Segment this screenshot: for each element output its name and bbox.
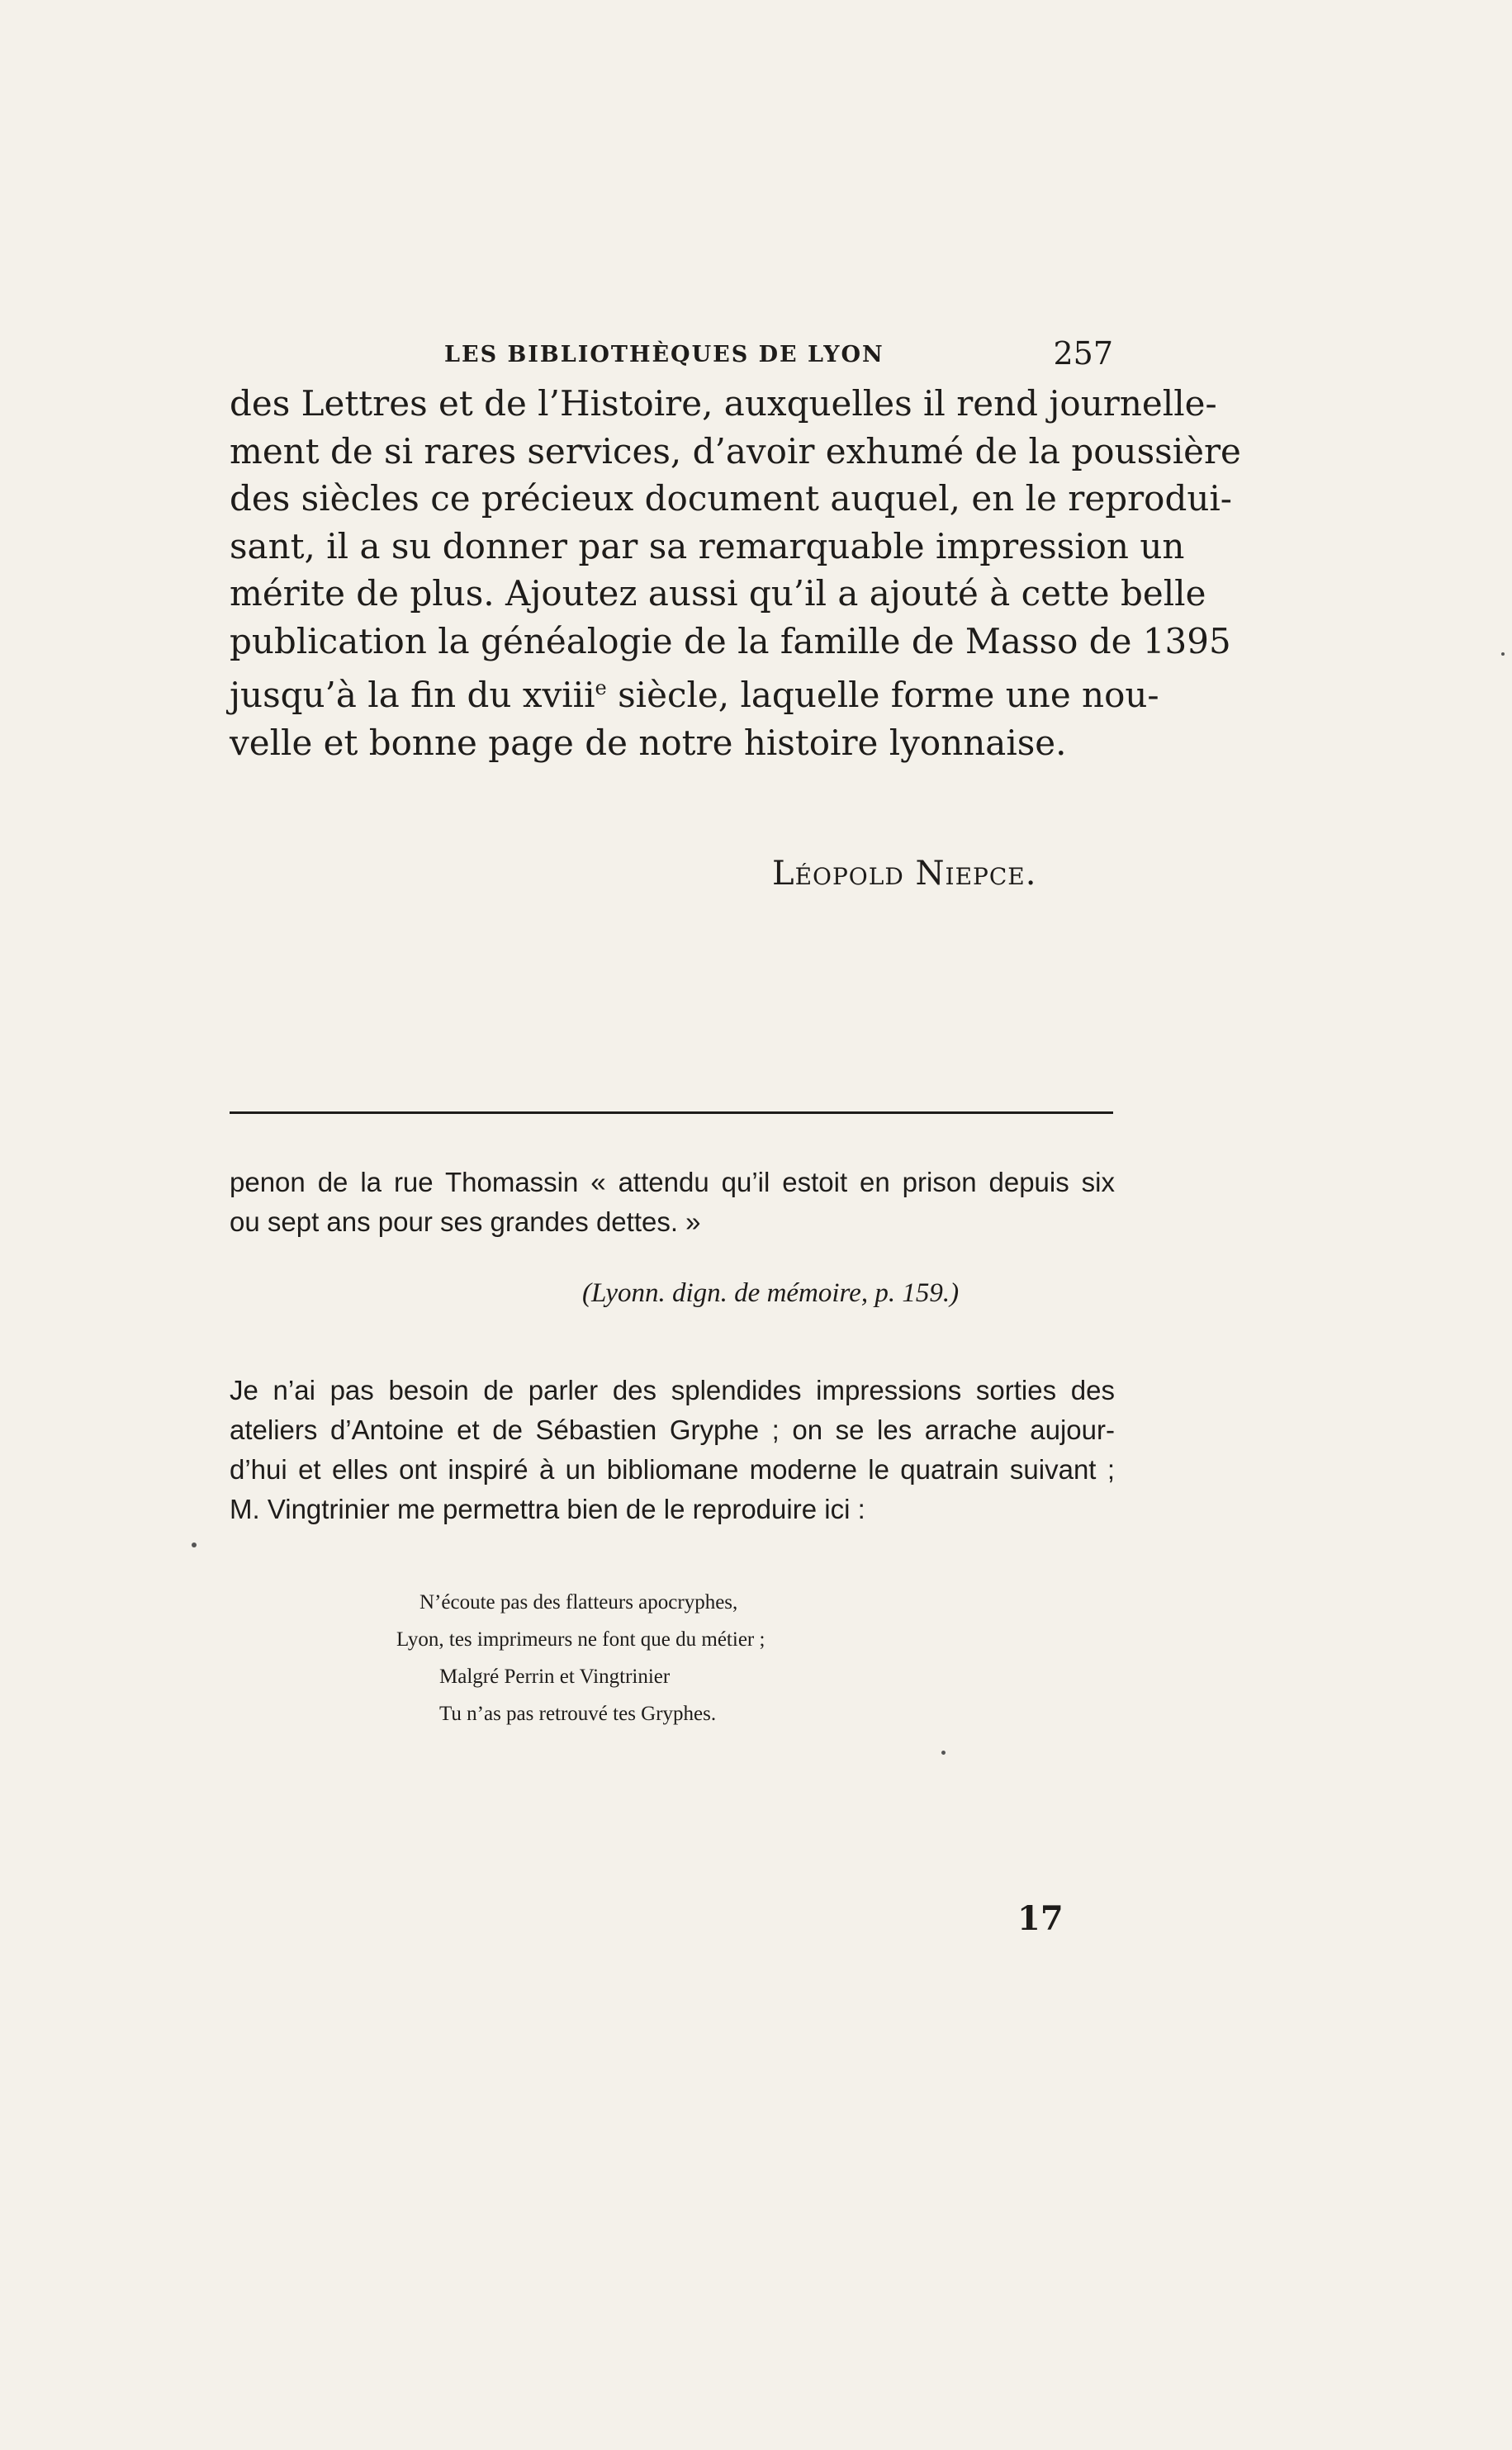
century-rest: siècle, laquelle forme une nou- [606,675,1159,715]
print-speck [1501,652,1505,656]
author-signature: Léopold Niepce. [772,855,1037,893]
print-speck [941,1751,946,1755]
text-line: sant, il a su donner par sa remarquable impression un [230,525,1185,566]
text-line: des Lettres et de l’Histoire, auxquelles il rend journelle- [230,383,1217,424]
century-text: jusqu’à la fin du xviii [230,675,595,715]
poem-line: Tu n’as pas retrouvé tes Gryphes. [439,1703,717,1725]
main-paragraph [230,380,1241,766]
quatrain [396,1584,765,1732]
footnote-line: penon de la rue Thomassin « attendu qu’il estoit en prison depuis six [230,1167,1115,1197]
poem-line: N’écoute pas des flatteurs apocryphes, [419,1591,738,1614]
footnote-block-1 [230,1163,1115,1242]
text-line: des siècles ce précieux document auquel, en le reprodui- [230,478,1233,519]
footnote-citation: (Lyonn. dign. de mémoire, p. 159.) [582,1278,960,1308]
footnote-line: ateliers d’Antoine et de Sébastien Gryphe ; on se les arrache aujour- [230,1415,1115,1445]
century-superscript: e [595,676,607,699]
page-header [230,335,1113,377]
text-line-century [230,665,1159,719]
poem-line: Lyon, tes imprimeurs ne font que du métier ; [396,1628,765,1651]
page-number: 257 [1053,335,1113,372]
footnote-line: M. Vingtrinier me permettra bien de le reproduire ici : [230,1494,865,1524]
footnote-rule [230,1111,1113,1114]
text-line: mérite de plus. Ajoutez aussi qu’il a ajouté à cette belle [230,573,1206,614]
footnote-line: Je n’ai pas besoin de parler des splendides impressions sorties des [230,1375,1115,1405]
text-line: ment de si rares services, d’avoir exhumé de la poussière [230,430,1241,472]
text-line: publication la généalogie de la famille de Masso de 1395 [230,620,1231,661]
footnote-line: ou sept ans pour ses grandes dettes. » [230,1206,701,1237]
poem-line: Malgré Perrin et Vingtrinier [439,1666,671,1688]
footnote-line: d’hui et elles ont inspiré à un bibliomane moderne le quatrain suivant ; [230,1454,1115,1485]
running-title: LES BIBLIOTHÈQUES DE LYON [444,342,884,367]
print-speck [192,1543,197,1547]
signature-mark: 17 [1017,1899,1064,1938]
text-line: velle et bonne page de notre histoire lyonnaise. [230,722,1067,763]
footnote-block-2 [230,1371,1115,1529]
